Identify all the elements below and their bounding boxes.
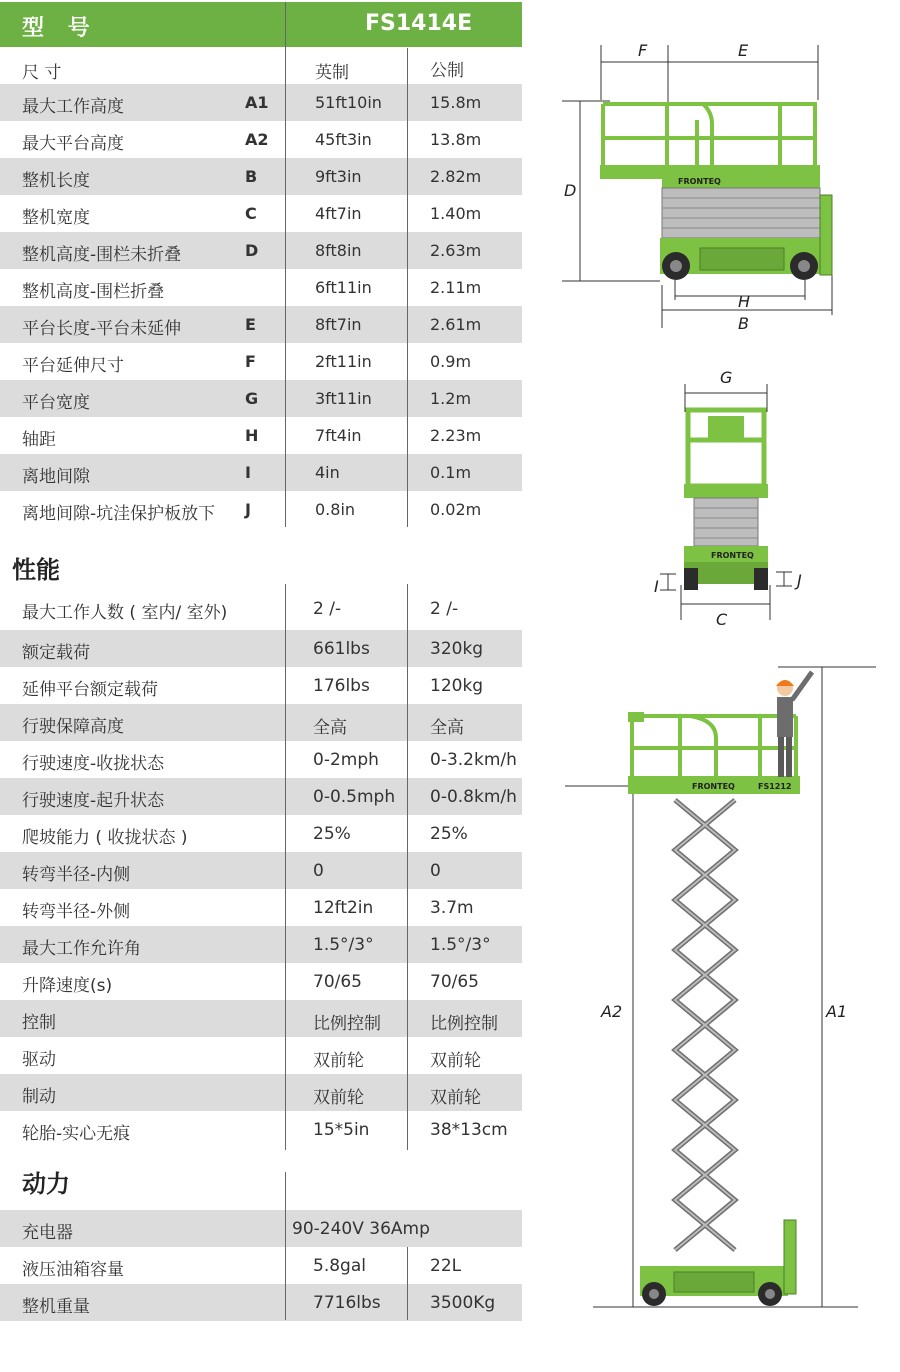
- dim-label-a2: A2: [601, 1002, 623, 1021]
- row-label: 轮胎-实心无痕: [22, 1124, 131, 1144]
- table-row: [0, 667, 522, 704]
- row-imperial: 12ft2in: [313, 898, 374, 918]
- table-row: [0, 491, 522, 541]
- dim-label-b: B: [738, 314, 749, 333]
- row-label: 最大工作高度: [22, 97, 124, 117]
- row-metric: 70/65: [430, 972, 479, 992]
- row-label: 额定载荷: [22, 643, 90, 663]
- table-row: [0, 1000, 522, 1037]
- table-row: [0, 232, 522, 269]
- row-label: 控制: [22, 1013, 56, 1033]
- row-imperial: 6ft11in: [315, 278, 372, 297]
- row-metric: 2.61m: [430, 315, 482, 334]
- table-row: [0, 121, 522, 158]
- dimensions-table: [0, 84, 522, 541]
- row-label: 行驶速度-收拢状态: [22, 754, 165, 774]
- column-divider: [407, 1247, 408, 1320]
- row-label: 制动: [22, 1087, 56, 1107]
- table-row: [0, 815, 522, 852]
- row-imperial: 0-2mph: [313, 750, 379, 770]
- row-label: 行驶速度-起升状态: [22, 791, 165, 811]
- row-metric: 比例控制: [430, 1014, 498, 1034]
- column-divider: [285, 584, 286, 1150]
- row-label: 转弯半径-外侧: [22, 902, 131, 922]
- row-metric: 0-0.8km/h: [430, 787, 517, 807]
- row-metric: 120kg: [430, 676, 484, 696]
- row-label: 驱动: [22, 1050, 56, 1070]
- performance-table: [0, 590, 522, 1148]
- row-label: 整机高度-围栏未折叠: [22, 245, 182, 265]
- row-imperial: 1.5°/3°: [313, 935, 374, 955]
- dim-label-d: D: [564, 181, 577, 200]
- row-imperial: 全高: [313, 718, 347, 738]
- dimensions-title: 尺 寸: [22, 63, 62, 83]
- row-metric: 2.82m: [430, 167, 482, 186]
- row-metric: 1.40m: [430, 204, 482, 223]
- row-metric: 0.02m: [430, 500, 482, 519]
- column-divider: [285, 2, 286, 527]
- row-metric: 2.23m: [430, 426, 482, 445]
- table-row: [0, 306, 522, 343]
- row-metric: 1.2m: [430, 389, 472, 408]
- row-imperial: 661lbs: [313, 639, 370, 659]
- table-row: [0, 1074, 522, 1111]
- table-row: [0, 269, 522, 306]
- row-metric: 22L: [430, 1256, 462, 1276]
- col-metric: 公制: [430, 61, 464, 81]
- row-imperial: 7ft4in: [315, 426, 362, 445]
- row-imperial: 3ft11in: [315, 389, 372, 408]
- row-metric: 全高: [430, 718, 464, 738]
- table-row: [0, 889, 522, 926]
- row-imperial: 双前轮: [313, 1088, 364, 1108]
- front-brand-label: FRONTEQ: [711, 551, 754, 560]
- row-imperial: 25%: [313, 824, 351, 844]
- row-imperial: 0-0.5mph: [313, 787, 396, 807]
- front-view-diagram: [660, 384, 792, 620]
- row-imperial: 0: [313, 861, 324, 881]
- row-code: A1: [245, 93, 269, 112]
- row-imperial: 2 /-: [313, 599, 342, 619]
- dim-label-c: C: [716, 610, 728, 629]
- table-row: [0, 380, 522, 417]
- dim-label-h: H: [738, 292, 751, 311]
- row-imperial: 2ft11in: [315, 352, 372, 371]
- row-label: 行驶保障高度: [22, 717, 124, 737]
- table-row: [0, 158, 522, 195]
- row-label: 液压油箱容量: [22, 1260, 124, 1280]
- row-imperial: 7716lbs: [313, 1293, 381, 1313]
- row-code: H: [245, 426, 259, 445]
- row-metric: 0.9m: [430, 352, 472, 371]
- dim-label-a1: A1: [826, 1002, 848, 1021]
- row-metric: 25%: [430, 824, 468, 844]
- row-label: 最大工作允许角: [22, 939, 141, 959]
- model-plate-label: FS1212: [758, 782, 792, 791]
- row-code: C: [245, 204, 257, 223]
- dim-label-j: J: [797, 571, 802, 590]
- row-label: 最大平台高度: [22, 134, 124, 154]
- row-imperial: 8ft8in: [315, 241, 362, 260]
- row-metric: 3500Kg: [430, 1293, 496, 1313]
- row-label: 离地间隙-坑洼保护板放下: [22, 504, 216, 524]
- row-imperial: 51ft10in: [315, 93, 382, 112]
- table-row: [0, 417, 522, 454]
- row-label: 整机长度: [22, 171, 90, 191]
- machine-diagrams: [540, 0, 900, 1372]
- table-row: [0, 1247, 522, 1284]
- row-label: 延伸平台额定载荷: [22, 680, 158, 700]
- row-imperial: 15*5in: [313, 1120, 370, 1140]
- model-value: FS1414E: [365, 11, 473, 36]
- row-label: 最大工作人数 ( 室内/ 室外): [22, 603, 228, 623]
- model-label: 型 号: [22, 16, 98, 41]
- table-row: [0, 454, 522, 491]
- row-imperial: 4in: [315, 463, 340, 482]
- table-row: [0, 630, 522, 667]
- table-row: [0, 195, 522, 232]
- row-imperial: 4ft7in: [315, 204, 362, 223]
- row-code: G: [245, 389, 259, 408]
- row-code: E: [245, 315, 256, 334]
- row-code: J: [245, 500, 251, 519]
- table-row: [0, 1284, 522, 1321]
- row-label: 平台延伸尺寸: [22, 356, 124, 376]
- table-row: [0, 1210, 522, 1247]
- table-row: [0, 1111, 522, 1148]
- dim-label-e: E: [738, 41, 749, 60]
- row-metric: 2.63m: [430, 241, 482, 260]
- column-divider: [285, 1172, 286, 1320]
- row-label: 离地间隙: [22, 467, 90, 487]
- row-code: B: [245, 167, 258, 186]
- row-imperial: 9ft3in: [315, 167, 362, 186]
- elevated-brand-label: FRONTEQ: [692, 782, 735, 791]
- column-divider: [407, 48, 408, 527]
- row-code: D: [245, 241, 259, 260]
- table-row: [0, 704, 522, 741]
- table-row: [0, 926, 522, 963]
- row-imperial: 45ft3in: [315, 130, 372, 149]
- elevated-view-diagram: [565, 667, 876, 1307]
- row-value: 90-240V 36Amp: [292, 1219, 430, 1239]
- row-metric: 0.1m: [430, 463, 472, 482]
- row-metric: 2.11m: [430, 278, 482, 297]
- row-imperial: 比例控制: [313, 1014, 381, 1034]
- row-label: 爬坡能力 ( 收拢状态 ): [22, 828, 188, 848]
- col-imperial: 英制: [315, 63, 349, 83]
- table-row: [0, 963, 522, 1000]
- row-imperial: 8ft7in: [315, 315, 362, 334]
- row-metric: 2 /-: [430, 599, 459, 619]
- table-row: [0, 84, 522, 121]
- table-row: [0, 741, 522, 778]
- column-divider: [407, 584, 408, 1150]
- row-code: I: [245, 463, 251, 482]
- row-metric: 13.8m: [430, 130, 482, 149]
- side-view-machine: [600, 104, 832, 280]
- dim-label-g: G: [720, 368, 733, 387]
- table-row: [0, 343, 522, 380]
- brand-label: FRONTEQ: [678, 177, 721, 186]
- row-code: F: [245, 352, 256, 371]
- row-imperial: 70/65: [313, 972, 362, 992]
- row-metric: 0: [430, 861, 441, 881]
- row-label: 平台宽度: [22, 393, 90, 413]
- row-metric: 1.5°/3°: [430, 935, 491, 955]
- row-metric: 双前轮: [430, 1051, 481, 1071]
- table-row: [0, 590, 522, 630]
- row-label: 整机宽度: [22, 208, 90, 228]
- row-metric: 双前轮: [430, 1088, 481, 1108]
- table-row: [0, 778, 522, 815]
- row-imperial: 0.8in: [315, 500, 356, 519]
- dim-label-i: I: [654, 577, 659, 596]
- table-row: [0, 1037, 522, 1074]
- row-imperial: 176lbs: [313, 676, 370, 696]
- row-code: A2: [245, 130, 269, 149]
- row-label: 充电器: [22, 1223, 73, 1243]
- row-imperial: 双前轮: [313, 1051, 364, 1071]
- row-metric: 15.8m: [430, 93, 482, 112]
- row-label: 整机重量: [22, 1297, 90, 1317]
- table-row: [0, 852, 522, 889]
- dim-label-f: F: [638, 41, 648, 60]
- row-metric: 320kg: [430, 639, 484, 659]
- row-label: 整机高度-围栏折叠: [22, 282, 165, 302]
- row-metric: 3.7m: [430, 898, 474, 918]
- power-table: [0, 1210, 522, 1321]
- power-title: 动力: [22, 1170, 70, 1198]
- row-metric: 38*13cm: [430, 1120, 508, 1140]
- model-header: [0, 2, 522, 47]
- row-label: 平台长度-平台未延伸: [22, 319, 182, 339]
- row-metric: 0-3.2km/h: [430, 750, 517, 770]
- performance-title: 性能: [12, 556, 60, 584]
- row-label: 升降速度(s): [22, 976, 113, 996]
- row-imperial: 5.8gal: [313, 1256, 366, 1276]
- row-label: 轴距: [22, 430, 56, 450]
- row-label: 转弯半径-内侧: [22, 865, 131, 885]
